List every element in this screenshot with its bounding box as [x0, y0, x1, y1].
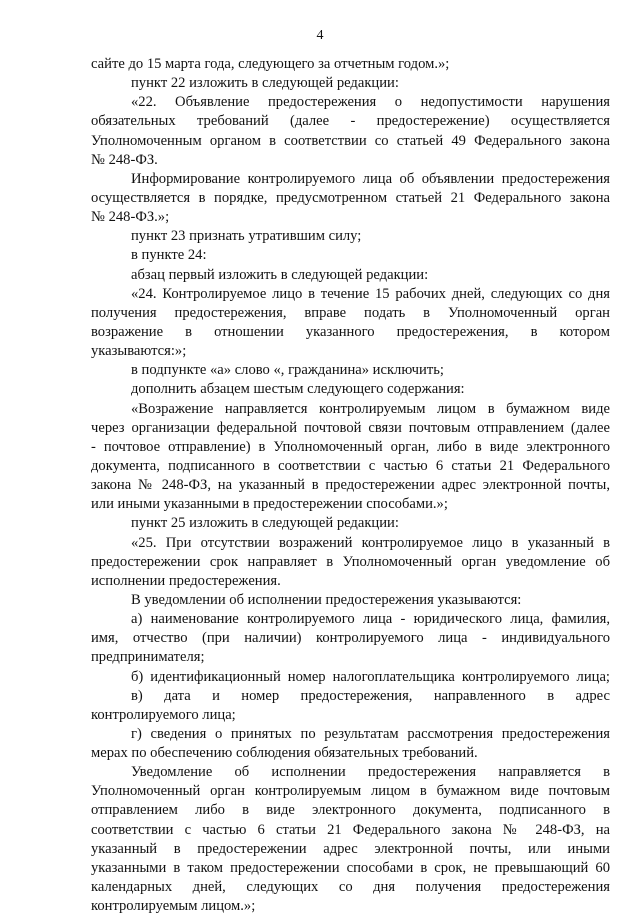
page-number: 4: [316, 28, 324, 43]
text-line: указанными в таком предостережении способами в срок, не превышающий 60: [91, 859, 610, 876]
text-line: № 248-ФЗ.»;: [91, 209, 170, 226]
text-line: имя, отчество (при наличии) контролируемого лица - индивидуального: [91, 630, 610, 647]
text-line: дополнить абзацем шестым следующего содержания:: [131, 381, 465, 398]
text-line: б) идентификационный номер налогоплательщика контролируемого лица;: [131, 668, 610, 685]
text-line: обязательных требований (далее - предостережение) осуществляется: [91, 113, 610, 130]
text-line: контролируемого лица;: [91, 706, 236, 723]
text-line: пункт 23 признать утратившим силу;: [131, 228, 362, 245]
text-line: или иными указанными в предостережении способами.»;: [91, 496, 448, 513]
text-line: возражение в отношении указанного предостережения, в котором: [91, 323, 610, 340]
text-line: № 248-ФЗ.: [91, 151, 158, 168]
text-line: исполнении предостережения.: [91, 572, 281, 589]
text-line: закона № 248-ФЗ, на указанный в предостережении адрес электронной почты,: [91, 477, 610, 494]
text-line: В уведомлении об исполнении предостережения указываются:: [131, 591, 522, 608]
text-line: через организации федеральной почтовой связи почтовым отправлением (далее: [91, 419, 610, 436]
text-line: Уведомление об исполнении предостережения направляется в: [131, 764, 610, 781]
text-line: «22. Объявление предостережения о недопустимости нарушения: [131, 94, 610, 111]
text-line: Информирование контролируемого лица об объявлении предостережения: [131, 170, 610, 187]
text-line: указываются:»;: [91, 343, 187, 360]
text-line: в) дата и номер предостережения, направленного в адрес: [131, 687, 610, 704]
text-line: - почтовое отправление) в Уполномоченный орган, либо в виде электронного: [91, 438, 610, 455]
document-body: [91, 55, 610, 916]
text-line: г) сведения о принятых по результатам рассмотрения предостережения: [131, 725, 610, 742]
text-line: а) наименование контролируемого лица - юридического лица, фамилия,: [131, 611, 610, 628]
text-line: указанный в предостережении адрес электронной почты, или иными: [91, 840, 610, 857]
text-line: абзац первый изложить в следующей редакции:: [131, 266, 429, 283]
text-line: в пункте 24:: [131, 247, 207, 264]
text-line: осуществляется в порядке, предусмотренном статьей 21 Федерального закона: [91, 189, 610, 206]
text-line: в подпункте «а» слово «, гражданина» исключить;: [131, 362, 444, 379]
text-line: пункт 22 изложить в следующей редакции:: [131, 75, 399, 92]
text-line: пункт 25 изложить в следующей редакции:: [131, 515, 399, 532]
text-line: предостережении срок направляет в Уполномоченный орган уведомление об: [91, 553, 610, 570]
text-line: мерах по обеспечению соблюдения обязательных требований.: [91, 745, 478, 762]
text-line: сайте до 15 марта года, следующего за отчетным годом.»;: [91, 56, 450, 72]
text-line: соответствии с частью 6 статьи 21 Федерального закона № 248-ФЗ, на: [91, 821, 610, 838]
text-line: «25. При отсутствии возражений контролируемое лицо в указанный в: [131, 534, 610, 551]
text-line: Уполномоченным органом в соответствии со статьей 49 Федерального закона: [91, 132, 610, 149]
text-line: документа, подписанного в соответствии с частью 6 статьи 21 Федерального: [91, 457, 610, 474]
text-line: Уполномоченный орган контролируемым лицом в бумажном виде почтовым: [91, 783, 610, 800]
text-line: получения предостережения, вправе подать в Уполномоченный орган: [91, 304, 610, 321]
text-line: предпринимателя;: [91, 649, 205, 666]
text-line: контролируемым лицом.»;: [91, 898, 256, 915]
text-line: календарных дней, следующих со дня получения предостережения: [91, 879, 610, 896]
text-line: «Возражение направляется контролируемым лицом в бумажном виде: [131, 400, 610, 417]
text-line: «24. Контролируемое лицо в течение 15 рабочих дней, следующих со дня: [131, 285, 610, 302]
text-line: отправлением либо в виде электронного документа, подписанного в: [91, 802, 610, 819]
